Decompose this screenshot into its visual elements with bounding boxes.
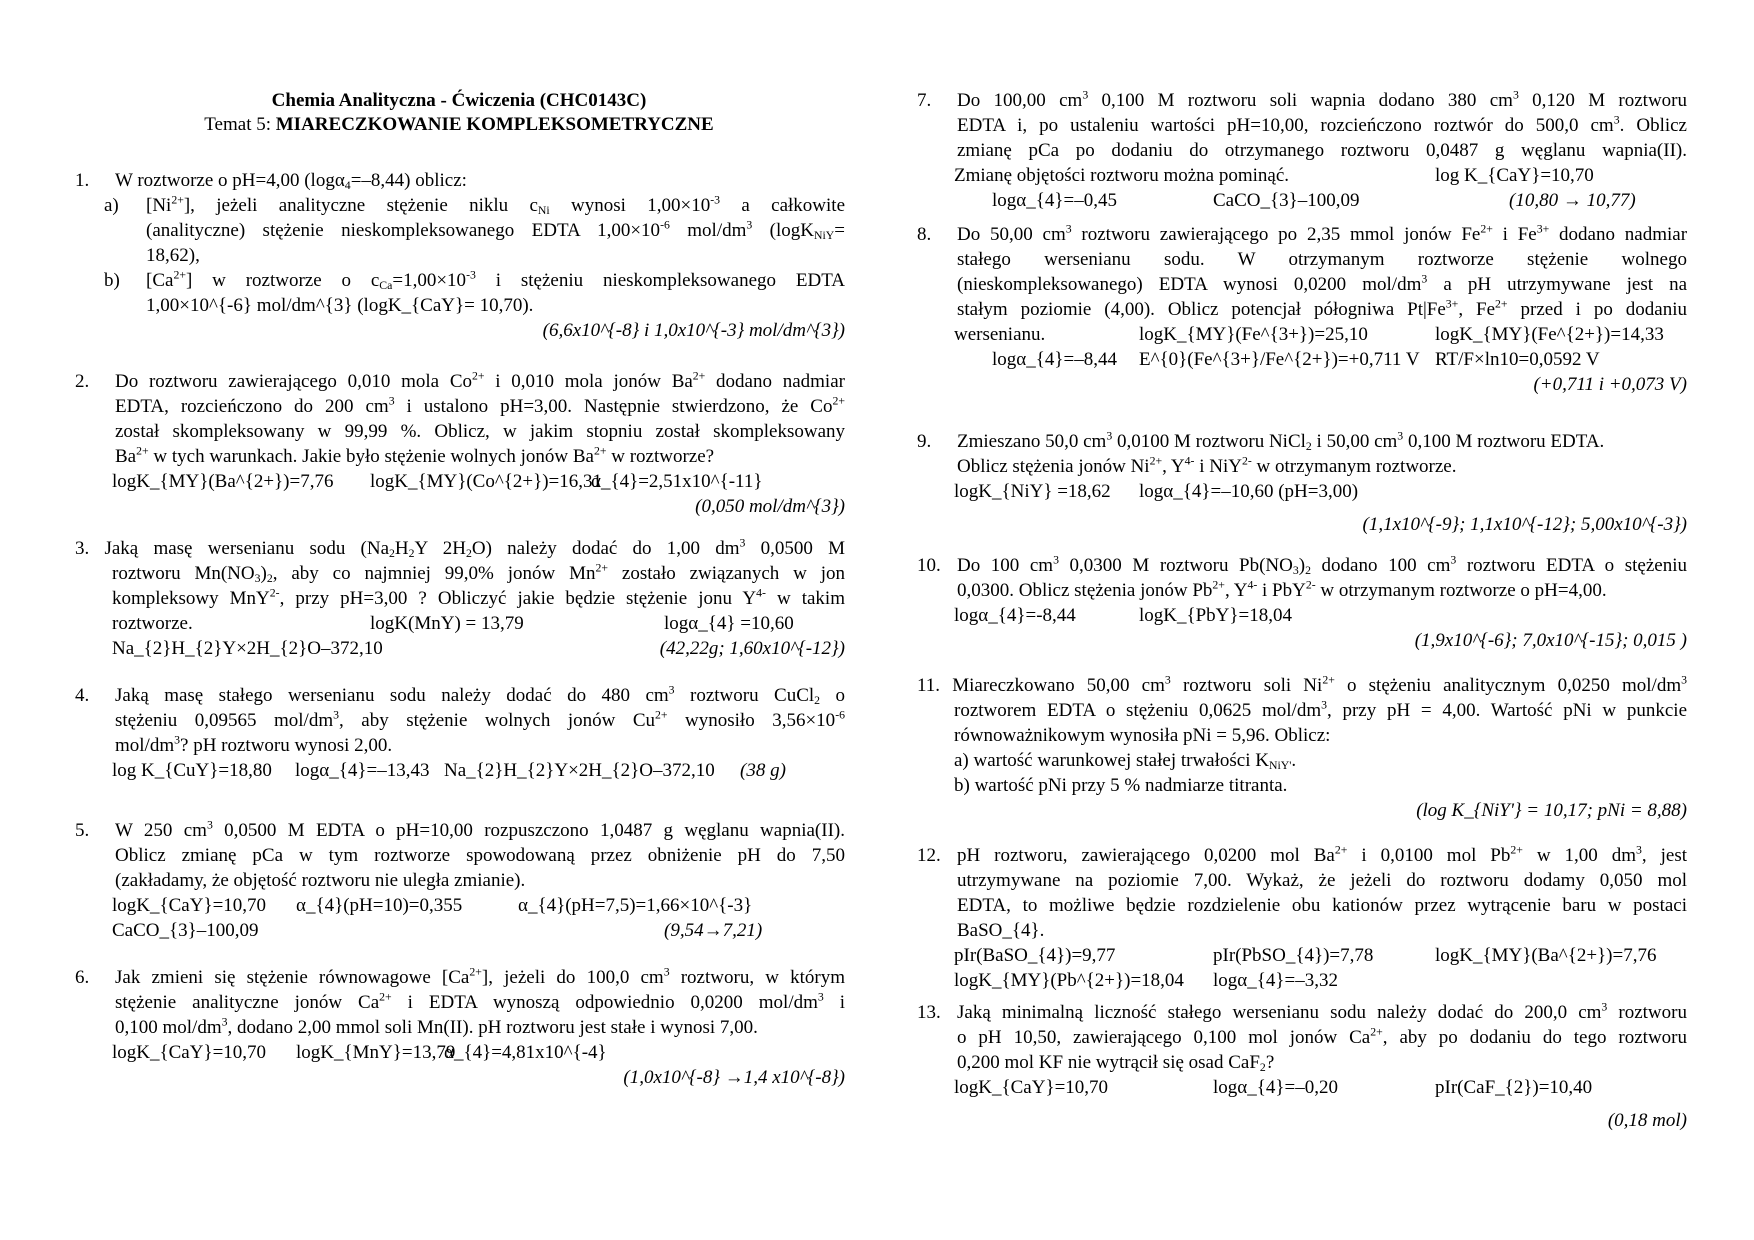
sub-question-text: $[Ca^{2+}]$ w roztworze o $c_{Ca}=1,00\times 10^{-3}$ i stężeniu nieskompleksowanego EDTA xyxy=(146,268,845,292)
answer-line xyxy=(917,1108,1687,1133)
sub-question-line xyxy=(146,268,845,293)
problem-text-line xyxy=(957,843,1687,868)
problem-text: Miareczkowano 50,00 $cm^3$ roztworu soli $Ni^{2+}$ o stężeniu analitycznym 0,0250 mol/$dm^3$ xyxy=(952,673,1687,696)
problem-text: Jak zmieni się stężenie równowagowe $[Ca^{2+}]$, jeżeli do 100,0 $cm^3$ roztworu, w którym xyxy=(115,965,845,988)
problem-text: 0,0300. Oblicz stężenia jonów $Pb^{2+}$, $Y^{4-}$ i PbY$^{2-}$ w otrzymanym roztworze o pH=4,00. xyxy=(957,578,1607,601)
problem-text-line xyxy=(115,1015,845,1040)
problem-text: stężenie analityczne jonów $Ca^{2+}$ i EDTA wynoszą odpowiednio 0,0200 mol/$dm^3$ i xyxy=(115,990,845,1013)
constants-row xyxy=(75,469,845,494)
constants-row xyxy=(75,918,845,943)
sub-question-a xyxy=(75,193,845,268)
problem-text: kompleksowy MnY$^{2-}$, przy pH=3,00 ? Obliczyć jakie będzie stężenie jonu $Y^{4-}$ w takim xyxy=(112,586,845,609)
problem-3 xyxy=(75,536,845,661)
problem-text: Oblicz stężenia jonów $Ni^{2+}$, $Y^{4-}$ i NiY$^{2-}$ w otrzymanym roztworze. xyxy=(957,454,1457,477)
answer: (1,9x10^{-6}; 7,0x10^{-15}; 0,015 ) xyxy=(1414,630,1687,651)
problem-number: 3. xyxy=(75,538,90,559)
problem-text-line xyxy=(115,369,845,394)
constant-value: logK_{PbY}=18,04 xyxy=(1139,605,1292,626)
problem-text-line xyxy=(957,247,1687,272)
problem-5 xyxy=(75,818,845,943)
problem-text: (nieskompleksowanego) EDTA wynosi 0,0200 mol/$dm^3$ a pH utrzymywane jest na xyxy=(957,272,1687,295)
problem-10 xyxy=(917,553,1687,653)
problem-1 xyxy=(75,168,845,343)
constant-value: α_{4}=4,81x10^{-4} xyxy=(444,1042,607,1063)
constants-row xyxy=(917,479,1687,504)
problem-4 xyxy=(75,683,845,783)
problem-text: W roztworze o pH=4,00 (logα$_4$=–8,44) oblicz: xyxy=(115,170,467,192)
problem-number: 7. xyxy=(917,90,932,111)
problem-text-line xyxy=(75,536,845,561)
problem-2 xyxy=(75,369,845,519)
sub-question-text: (analityczne) stężenie nieskompleksowanego EDTA $1,00\times 10^{-6}$ mol/$dm^3$ (logK$_{NiY}$= xyxy=(146,218,845,242)
constant-value: log K_{CaY}=10,70 xyxy=(1435,165,1594,186)
sub-question-b xyxy=(75,268,845,318)
constant-value: logK_{CaY}=10,70 xyxy=(954,1077,1109,1098)
constant-value: log K_{CuY}=18,80 xyxy=(112,760,272,781)
constant-value: Na_{2}H_{2}Y×2H_{2}O–372,10 xyxy=(444,760,715,781)
constant-value: pIr(BaSO_{4})=9,77 xyxy=(954,945,1116,966)
constant-value: logK_{MY}(Pb^{2+})=18,04 xyxy=(954,970,1184,991)
problem-text: 0,200 mol KF nie wytrącił się osad CaF$_2$? xyxy=(957,1052,1275,1074)
constant-value: CaCO_{3}–100,09 xyxy=(1213,190,1360,211)
constant-value: α_{4}=2,51x10^{-11} xyxy=(591,471,763,492)
problem-text: EDTA, to możliwe będzie rozdzielenie obu kationów przez wytrącenie baru w postaci xyxy=(957,895,1687,916)
problem-text: został skompleksowany w 99,99 %. Oblicz, w jakim stopniu został skompleksowany xyxy=(115,421,845,442)
constant-value: logK_{NiY} =18,62 xyxy=(954,481,1111,502)
problem-13 xyxy=(917,1000,1687,1133)
problem-text-line xyxy=(917,673,1687,698)
constant-value: logα_{4}=-8,44 xyxy=(954,605,1076,626)
problem-text-line xyxy=(115,733,845,758)
constant-value: logK_{MY}(Ba^{2+})=7,76 xyxy=(112,471,334,492)
problem-text: roztworem EDTA o stężeniu 0,0625 mol/$dm^3$, przy pH = 4,00. Wartość pNi w punkcie xyxy=(954,698,1687,721)
problem-text-line xyxy=(957,88,1687,113)
answer-line xyxy=(917,372,1687,397)
constant-value: logα_{4}=–0,45 xyxy=(992,190,1117,211)
constants-row xyxy=(917,968,1687,993)
problem-text: b) wartość pNi przy 5 % nadmiarze titranta. xyxy=(954,775,1288,796)
problem-text-line xyxy=(112,561,845,586)
problem-text: Do 100 $cm^3$ 0,0300 M roztworu $Pb(NO_3)_2$ dodano 100 $cm^3$ roztworu EDTA o stężeniu xyxy=(957,553,1687,577)
problem-number: 6. xyxy=(75,967,90,988)
problem-text: W 250 $cm^3$ 0,0500 M EDTA o pH=10,00 rozpuszczono 1,0487 g węglanu wapnia(II). xyxy=(115,818,845,841)
problem-text: EDTA i, po ustaleniu wartości pH=10,00, rozcieńczono roztwór do 500,0 $cm^3$. Oblicz xyxy=(957,113,1687,136)
problem-text: roztworu $Mn(NO_3)_2$, aby co najmniej 99,0% jonów $Mn^{2+}$ zostało związanych w jon xyxy=(112,561,845,585)
problem-text: o pH 10,50, zawierającego 0,100 mol jonów $Ca^{2+}$, aby po dodaniu do tego roztworu xyxy=(957,1025,1687,1048)
constant-value: logα_{4}=–13,43 xyxy=(295,760,430,781)
problem-text-line xyxy=(115,965,845,990)
answer: (42,22g; 1,60x10^{-12}) xyxy=(659,638,845,659)
problem-text: Do 50,00 $cm^3$ roztworu zawierającego po 2,35 mmol jonów $Fe^{2+}$ i $Fe^{3+}$ dodano nadmiar xyxy=(957,222,1687,245)
sub-question-text: $[Ni^{2+}]$, jeżeli analityczne stężenie niklu $c_{Ni}$ wynosi $1,00\times 10^{-3}$ a całkowite xyxy=(146,193,845,217)
answer-line xyxy=(75,1065,845,1090)
problem-text-line xyxy=(954,748,1687,773)
problem-text: stężeniu 0,09565 mol/$dm^3$, aby stężenie wolnych jonów $Cu^{2+}$ wynosiło $3,56\times 10^{-6}$ xyxy=(115,708,845,731)
constant-value: logα_{4} =10,60 xyxy=(664,613,794,634)
problem-text: a) wartość warunkowej stałej trwałości $K_{NiY'}$. xyxy=(954,750,1297,772)
problem-8 xyxy=(917,222,1687,397)
problem-text: BaSO_{4}. xyxy=(957,920,1045,941)
problem-text-line xyxy=(957,454,1687,479)
problem-text-line xyxy=(115,990,845,1015)
constant-value: logα_{4}=–8,44 xyxy=(992,349,1117,370)
constant-value: E^{0}(Fe^{3+}/Fe^{2+})=+0,711 V xyxy=(1139,349,1420,370)
problem-text: pH roztworu, zawierającego 0,0200 mol $Ba^{2+}$ i 0,0100 mol $Pb^{2+}$ w 1,00 $dm^3$, jest xyxy=(957,843,1687,866)
problem-text-line xyxy=(954,773,1687,798)
constant-value: logK_{CaY}=10,70 xyxy=(112,1042,267,1063)
problem-text: Jaką minimalną liczność stałego wersenianu sodu należy dodać do 200,0 $cm^3$ roztworu xyxy=(957,1000,1687,1023)
problem-text-line xyxy=(957,918,1687,943)
problem-text: zmianę pCa po dodaniu do otrzymanego roztworu 0,0487 g węglanu wapnia(II). xyxy=(957,140,1687,161)
problem-text: mol/$dm^3$? pH roztworu wynosi 2,00. xyxy=(115,733,393,756)
answer: (10,80 → 10,77) xyxy=(1509,190,1636,211)
problem-text: równoważnikowym wynosiła pNi = 5,96. Oblicz: xyxy=(954,725,1331,746)
problem-text-line xyxy=(115,868,845,893)
sub-question-line xyxy=(146,218,845,243)
problem-text-line xyxy=(957,1025,1687,1050)
problem-text: utrzymywane na poziomie 7,00. Wykaż, że jeżeli do roztworu dodamy 0,050 mol xyxy=(957,870,1687,891)
problem-number: 13. xyxy=(917,1002,941,1023)
problem-text: Zmieszano 50,0 $cm^3$ 0,0100 M roztworu NiCl$_2$ i 50,00 $cm^3$ 0,100 M roztworu EDTA. xyxy=(957,429,1605,453)
problem-text-line xyxy=(954,698,1687,723)
problem-text-line xyxy=(957,297,1687,322)
constant-value: wersenianu. xyxy=(954,324,1046,345)
problem-text-line xyxy=(115,683,845,708)
answer: (38 g) xyxy=(740,760,786,781)
problem-text: 0,100 mol/$dm^3$, dodano 2,00 mmol soli Mn(II). pH roztworu jest stałe i wynosi 7,00. xyxy=(115,1015,758,1038)
problem-number: 12. xyxy=(917,845,941,866)
answer-line xyxy=(75,494,845,519)
answer: (6,6x10^{-8} i 1,0x10^{-3} mol/dm^{3}) xyxy=(542,320,845,341)
constant-value: roztworze. xyxy=(112,613,193,634)
constants-row xyxy=(75,611,845,636)
sub-question-line xyxy=(146,243,845,268)
problem-text-line xyxy=(115,444,845,469)
answer-line xyxy=(917,512,1687,537)
problem-number: 9. xyxy=(917,431,932,452)
problem-text: Jaką masę wersenianu sodu ($Na_2H_2Y$ $2H_2O$) należy dodać do 1,00 $dm^3$ 0,0500 M xyxy=(104,536,845,560)
problem-text-line xyxy=(112,586,845,611)
problem-text-line xyxy=(957,893,1687,918)
problem-text-line xyxy=(957,1050,1687,1075)
answer: (9,54→7,21) xyxy=(664,920,763,941)
problem-text: Oblicz zmianę pCa w tym roztworze spowodowaną przez obniżenie pH do 7,50 xyxy=(115,845,845,866)
constant-value: pIr(PbSO_{4})=7,78 xyxy=(1213,945,1374,966)
problem-text-line xyxy=(957,222,1687,247)
problem-text: EDTA, rozcieńczono do 200 $cm^3$ i ustalono pH=3,00. Następnie stwierdzono, że $Co^{2+}$ xyxy=(115,394,845,417)
problem-number: 4. xyxy=(75,685,90,706)
constants-row xyxy=(75,636,845,661)
sub-question-line xyxy=(146,293,845,318)
answer: (0,050 mol/dm^{3}) xyxy=(695,496,845,517)
problem-text-line xyxy=(957,272,1687,297)
problem-text-line xyxy=(957,1000,1687,1025)
problem-number: 10. xyxy=(917,555,941,576)
problem-text-line xyxy=(954,723,1687,748)
problem-text-line xyxy=(957,429,1687,454)
problem-text: Do roztworu zawierającego 0,010 mola $Co^{2+}$ i 0,010 mola jonów $Ba^{2+}$ dodano nadmiar xyxy=(115,369,845,392)
constant-value: Zmianę objętości roztworu można pominąć. xyxy=(954,165,1290,186)
constants-row xyxy=(75,758,845,783)
problem-text-line xyxy=(957,553,1687,578)
problem-text-line xyxy=(957,138,1687,163)
answer: (1,1x10^{-9}; 1,1x10^{-12}; 5,00x10^{-3}) xyxy=(1362,514,1687,535)
answer-line xyxy=(75,318,845,343)
problem-text-line xyxy=(115,708,845,733)
problem-text-line xyxy=(115,419,845,444)
problem-text: stałym poziomie (4,00). Oblicz potencjał półogniwa $Pt|Fe^{3+}$, $Fe^{2+}$ przed i po dodaniu xyxy=(957,297,1687,320)
problem-text: Jaką masę stałego wersenianu sodu należy dodać do 480 $cm^3$ roztworu CuCl$_2$ o xyxy=(115,683,845,707)
answer: (log K_{NiY'} = 10,17; pNi = 8,88) xyxy=(1416,800,1687,821)
problem-number: 1. xyxy=(75,170,90,191)
problem-number: 5. xyxy=(75,820,90,841)
problem-text-line xyxy=(957,578,1687,603)
problem-9 xyxy=(917,429,1687,537)
answer: (0,18 mol) xyxy=(1607,1110,1687,1131)
problem-text-line xyxy=(957,868,1687,893)
constants-row xyxy=(917,347,1687,372)
problem-text-line xyxy=(957,113,1687,138)
constants-row xyxy=(917,943,1687,968)
problem-text-line xyxy=(115,818,845,843)
constant-value: logK_{MY}(Co^{2+})=16,31 xyxy=(370,471,603,492)
problem-text-line xyxy=(115,843,845,868)
constant-value: logK_{MnY}=13,79 xyxy=(296,1042,456,1063)
constant-value: logα_{4}=–3,32 xyxy=(1213,970,1338,991)
sub-question-line xyxy=(146,193,845,218)
subtitle-topic: MIARECZKOWANIE KOMPLEKSOMETRYCZNE xyxy=(275,114,714,135)
constants-row xyxy=(917,322,1687,347)
problem-12 xyxy=(917,843,1687,993)
constant-value: logK_{MY}(Fe^{2+})=14,33 xyxy=(1435,324,1664,345)
constants-row xyxy=(75,893,845,918)
constants-row xyxy=(917,603,1687,628)
sub-question-label: a) xyxy=(104,195,119,216)
problem-number: 11. xyxy=(917,675,941,696)
constant-value: RT/F×ln10=0,0592 V xyxy=(1435,349,1600,370)
problem-text: Do 100,00 $cm^3$ 0,100 M roztworu soli wapnia dodano 380 $cm^3$ 0,120 M roztworu xyxy=(957,88,1687,111)
sub-question-text: 1,00×10^{-6} mol/dm^{3} (logK_{CaY}= 10,70). xyxy=(146,295,534,316)
constants-row xyxy=(75,1040,845,1065)
problem-text: stałego wersenianu sodu. W otrzymanym roztworze stężenie wolnego xyxy=(957,249,1687,270)
problem-number: 8. xyxy=(917,224,932,245)
constant-value: logK_{MY}(Fe^{3+})=25,10 xyxy=(1139,324,1368,345)
problem-6 xyxy=(75,965,845,1090)
constant-value: pIr(CaF_{2})=10,40 xyxy=(1435,1077,1593,1098)
answer: (1,0x10^{-8} →1,4 x10^{-8}) xyxy=(623,1067,845,1088)
problem-text-line xyxy=(115,394,845,419)
constant-value: Na_{2}H_{2}Y×2H_{2}O–372,10 xyxy=(112,638,383,659)
answer: (+0,711 i +0,073 V) xyxy=(1533,374,1687,395)
constants-row xyxy=(917,163,1687,188)
answer-line xyxy=(917,798,1687,823)
problem-number: 2. xyxy=(75,371,90,392)
answer-line xyxy=(917,628,1687,653)
problem-text: $Ba^{2+}$ w tych warunkach. Jakie było stężenie wolnych jonów $Ba^{2+}$ w roztworze? xyxy=(115,444,715,467)
constants-row xyxy=(917,188,1687,213)
constant-value: logα_{4}=–10,60 (pH=3,00) xyxy=(1139,481,1359,502)
constant-value: logK_{CaY}=10,70 xyxy=(112,895,267,916)
problem-text: (zakładamy, że objętość roztworu nie uległa zmianie). xyxy=(115,870,526,891)
problem-text-line xyxy=(115,168,845,193)
document-subtitle xyxy=(159,112,759,137)
constant-value: α_{4}(pH=7,5)=1,66×10^{-3} xyxy=(518,895,753,916)
subtitle-prefix: Temat 5: xyxy=(204,114,276,135)
constant-value: logK(MnY) = 13,79 xyxy=(370,613,524,634)
constant-value: α_{4}(pH=10)=0,355 xyxy=(296,895,463,916)
constants-row xyxy=(917,1075,1687,1100)
constant-value: logK_{MY}(Ba^{2+})=7,76 xyxy=(1435,945,1657,966)
document-title: Chemia Analityczna - Ćwiczenia (CHC0143C) xyxy=(271,90,647,111)
sub-question-label: b) xyxy=(104,270,120,291)
problem-11 xyxy=(917,673,1687,823)
constant-value: CaCO_{3}–100,09 xyxy=(112,920,259,941)
sub-question-text: 18,62), xyxy=(146,245,200,266)
constant-value: logα_{4}=–0,20 xyxy=(1213,1077,1338,1098)
problem-7 xyxy=(917,88,1687,213)
